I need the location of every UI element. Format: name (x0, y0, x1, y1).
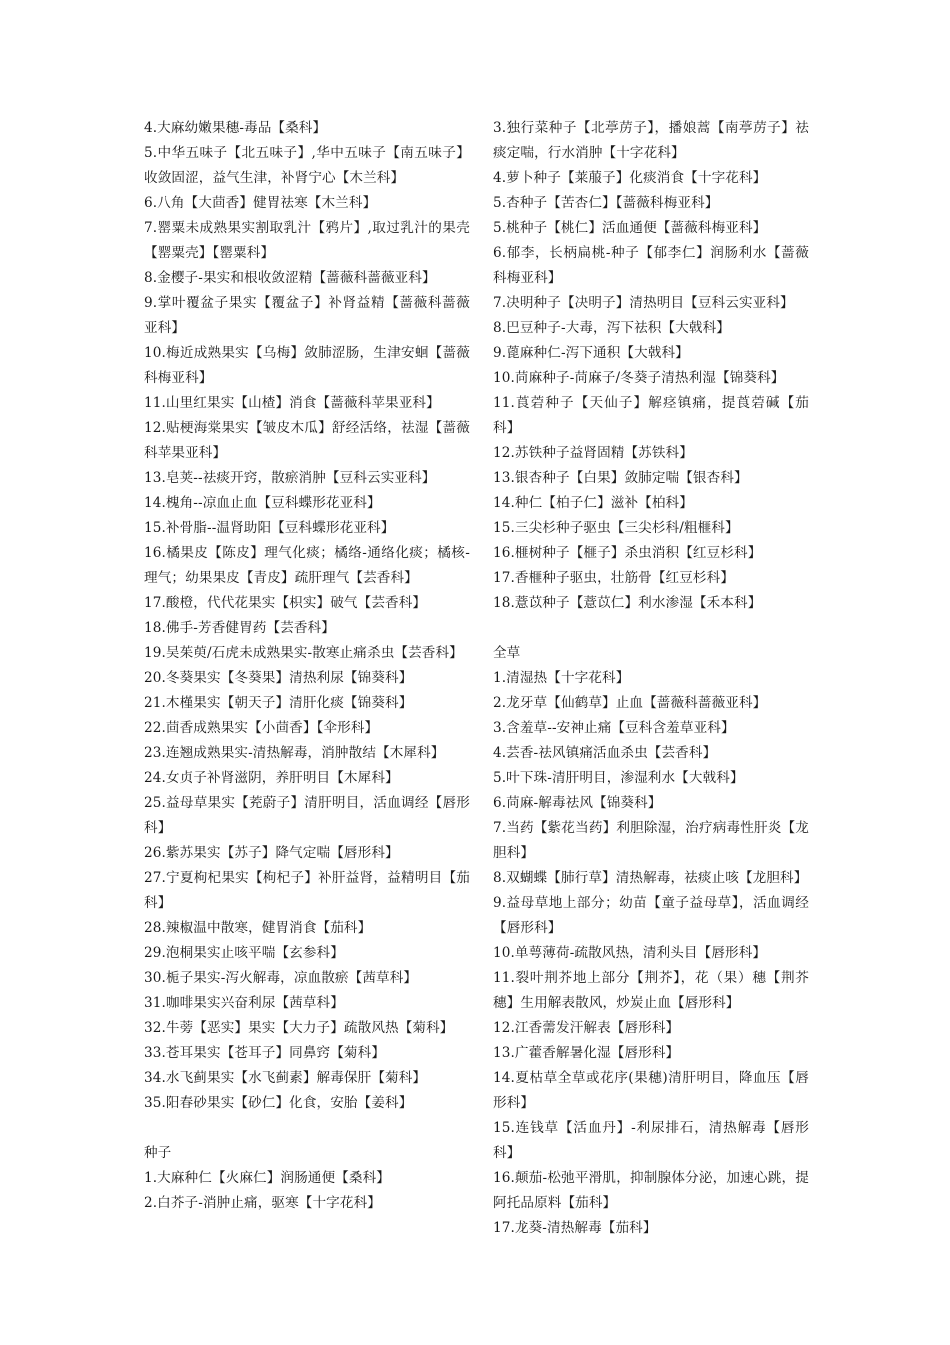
seed-entries-list-cont (493, 116, 809, 616)
section-heading-herbs: 全草 (493, 645, 521, 661)
entry-item: 5.桃种子【桃仁】活血通便【蔷薇科梅亚科】 (493, 220, 767, 236)
left-column (144, 116, 470, 1216)
section-gap (144, 1116, 470, 1141)
entry-item: 4.萝卜种子【莱菔子】化痰消食【十字花科】 (493, 170, 767, 186)
entry-item: 13.广藿香解暑化湿【唇形科】 (493, 1045, 680, 1061)
entry-item: 10.单萼薄荷-疏散风热，清利头目【唇形科】 (493, 945, 767, 961)
entry-item: 21.木槿果实【朝天子】清肝化痰【锦葵科】 (144, 695, 413, 711)
entry-item: 6.郁李，长柄扁桃-种子【郁李仁】润肠利水【蔷薇科梅亚科】 (493, 245, 809, 286)
entry-item: 12.贴梗海棠果实【皱皮木瓜】舒经活络，祛湿【蔷薇科苹果亚科】 (144, 420, 470, 461)
entry-item: 17.香榧种子驱虫，壮筋骨【红豆杉科】 (493, 570, 735, 586)
entry-item: 11.莨菪种子【天仙子】解痉镇痛，提莨菪碱【茄科】 (493, 395, 809, 436)
entry-item: 18.佛手-芳香健胃药【芸香科】 (144, 620, 335, 636)
entry-item: 9.益母草地上部分；幼苗【童子益母草】，活血调经【唇形科】 (493, 895, 809, 936)
entry-item: 33.苍耳果实【苍耳子】同鼻窍【菊科】 (144, 1045, 386, 1061)
entry-item: 5.中华五味子【北五味子】,华中五味子【南五味子】收敛固涩，益气生津，补肾宁心【木兰科】 (144, 145, 470, 186)
entry-item: 16.榧树种子【榧子】杀虫消积【红豆杉科】 (493, 545, 762, 561)
entry-item: 15.三尖杉种子驱虫【三尖杉科/粗榧科】 (493, 520, 739, 536)
entry-item: 12.江香薷发汗解表【唇形科】 (493, 1020, 680, 1036)
entry-item: 4.芸香-祛风镇痛活血杀虫【芸香科】 (493, 745, 717, 761)
entry-item: 1.大麻种仁【火麻仁】润肠通便【桑科】 (144, 1170, 390, 1186)
entry-item: 20.冬葵果实【冬葵果】清热利尿【锦葵科】 (144, 670, 413, 686)
entry-item: 26.紫苏果实【苏子】降气定喘【唇形科】 (144, 845, 399, 861)
entry-item: 11.山里红果实【山楂】消食【蔷薇科苹果亚科】 (144, 395, 440, 411)
entry-item: 9.掌叶覆盆子果实【覆盆子】补肾益精【蔷薇科蔷薇亚科】 (144, 295, 470, 336)
right-column (493, 116, 809, 1241)
entry-item: 13.银杏种子【白果】敛肺定喘【银杏科】 (493, 470, 748, 486)
entry-item: 8.双蝴蝶【肺行草】清热解毒，祛痰止咳【龙胆科】 (493, 870, 808, 886)
entry-item: 15.补骨脂--温肾助阳【豆科蝶形花亚科】 (144, 520, 395, 536)
entry-item: 13.皂荚--祛痰开窍，散瘀消肿【豆科云实亚科】 (144, 470, 436, 486)
seed-entries-list (144, 1166, 470, 1216)
entry-item: 7.决明种子【决明子】清热明目【豆科云实亚科】 (493, 295, 794, 311)
entry-item: 32.牛蒡【恶实】果实【大力子】疏散风热【菊科】 (144, 1020, 454, 1036)
entry-item: 16.橘果皮【陈皮】理气化痰；橘络-通络化痰；橘核-理气；幼果果皮【青皮】疏肝理气【芸香科】 (144, 545, 470, 586)
entry-item: 14.种仁【柏子仁】滋补【柏科】 (493, 495, 693, 511)
entry-item: 6.苘麻-解毒祛风【锦葵科】 (493, 795, 662, 811)
entry-item: 19.吴茱萸/石虎未成熟果实-散寒止痛杀虫【芸香科】 (144, 645, 463, 661)
herb-entries-list (493, 666, 809, 1241)
entry-item: 22.茴香成熟果实【小茴香】【伞形科】 (144, 720, 379, 736)
entry-item: 3.含羞草--安神止痛【豆科含羞草亚科】 (493, 720, 735, 736)
entry-item: 16.颠茄-松弛平滑肌，抑制腺体分泌，加速心跳，提阿托品原料【茄科】 (493, 1170, 809, 1211)
entry-item: 23.连翘成熟果实-清热解毒，消肿散结【木犀科】 (144, 745, 445, 761)
section-heading-seeds: 种子 (144, 1145, 172, 1161)
entry-item: 7.罂粟未成熟果实割取乳汁【鸦片】,取过乳汁的果壳【罂粟壳】【罂粟科】 (144, 220, 470, 261)
entry-item: 12.苏铁种子益肾固精【苏铁科】 (493, 445, 693, 461)
entry-item: 17.龙葵-清热解毒【茄科】 (493, 1220, 657, 1236)
entry-item: 10.梅近成熟果实【乌梅】敛肺涩肠，生津安蛔【蔷薇科梅亚科】 (144, 345, 470, 386)
entry-item: 14.槐角--凉血止血【豆科蝶形花亚科】 (144, 495, 381, 511)
entry-item: 15.连钱草【活血丹】-利尿排石，清热解毒【唇形科】 (493, 1120, 809, 1161)
entry-item: 3.独行菜种子【北葶苈子】，播娘蒿【南葶苈子】祛痰定喘，行水消肿【十字花科】 (493, 120, 809, 161)
entry-item: 24.女贞子补肾滋阴，养肝明目【木犀科】 (144, 770, 399, 786)
entry-item: 9.蓖麻种仁-泻下通积【大戟科】 (493, 345, 689, 361)
entry-item: 8.金樱子-果实和根收敛涩精【蔷薇科蔷薇亚科】 (144, 270, 436, 286)
entry-item: 34.水飞蓟果实【水飞蓟素】解毒保肝【菊科】 (144, 1070, 427, 1086)
entry-item: 28.辣椒温中散寒，健胃消食【茄科】 (144, 920, 372, 936)
fruit-entries-list (144, 116, 470, 1116)
entry-item: 31.咖啡果实兴奋利尿【茜草科】 (144, 995, 344, 1011)
entry-item: 14.夏枯草全草或花序(果穗)清肝明目，降血压【唇形科】 (493, 1070, 809, 1111)
entry-item: 18.薏苡种子【薏苡仁】利水渗湿【禾本科】 (493, 595, 762, 611)
entry-item: 29.泡桐果实止咳平喘【玄参科】 (144, 945, 344, 961)
entry-item: 10.苘麻种子-苘麻子/冬葵子清热利湿【锦葵科】 (493, 370, 785, 386)
entry-item: 35.阳春砂果实【砂仁】化食，安胎【姜科】 (144, 1095, 413, 1111)
entry-item: 25.益母草果实【茺蔚子】清肝明目，活血调经【唇形科】 (144, 795, 470, 836)
entry-item: 2.龙牙草【仙鹤草】止血【蔷薇科蔷薇亚科】 (493, 695, 767, 711)
section-gap (493, 616, 809, 641)
entry-item: 30.栀子果实-泻火解毒，凉血散瘀【茜草科】 (144, 970, 418, 986)
entry-item: 17.酸橙，代代花果实【枳实】破气【芸香科】 (144, 595, 427, 611)
entry-item: 1.清湿热【十字花科】 (493, 670, 630, 686)
entry-item: 7.当药【紫花当药】利胆除湿，治疗病毒性肝炎【龙胆科】 (493, 820, 809, 861)
entry-item: 6.八角【大茴香】健胃祛寒【木兰科】 (144, 195, 377, 211)
entry-item: 2.白芥子-消肿止痛，驱寒【十字花科】 (144, 1195, 381, 1211)
entry-item: 27.宁夏枸杞果实【枸杞子】补肝益肾，益精明目【茄科】 (144, 870, 470, 911)
entry-item: 5.杏种子【苦杏仁】【蔷薇科梅亚科】 (493, 195, 719, 211)
entry-item: 5.叶下珠-清肝明目，渗湿利水【大戟科】 (493, 770, 744, 786)
entry-item: 8.巴豆种子-大毒，泻下祛积【大戟科】 (493, 320, 730, 336)
entry-item: 11.裂叶荆芥地上部分【荆芥】，花（果）穗【荆芥穗】生用解表散风，炒炭止血【唇形科】 (493, 970, 809, 1011)
entry-item: 4.大麻幼嫩果穗-毒品【桑科】 (144, 120, 327, 136)
